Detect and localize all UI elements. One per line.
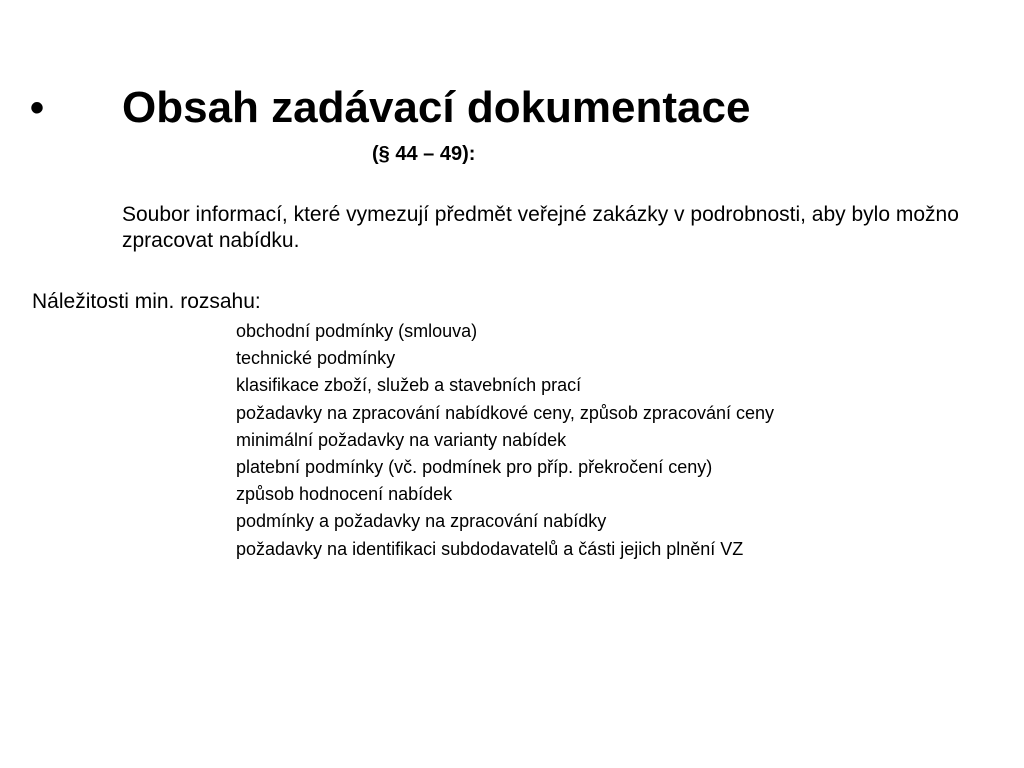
requirements-heading: Náležitosti min. rozsahu:	[32, 290, 261, 313]
list-item: požadavky na zpracování nabídkové ceny, způsob zpracování ceny	[236, 402, 774, 423]
list-item: podmínky a požadavky na zpracování nabídky	[236, 511, 607, 532]
list-item: minimální požadavky na varianty nabídek	[236, 429, 567, 450]
slide-title: Obsah zadávací dokumentace	[122, 83, 751, 132]
definition-text: Soubor informací, které vymezují předmět veřejné zakázky v podrobnosti, aby bylo možno zpracovat nabídku.	[122, 203, 959, 252]
title-bullet: •	[30, 86, 45, 130]
list-item: technické podmínky	[236, 348, 396, 369]
requirements-list	[236, 318, 774, 563]
list-item: platební podmínky (vč. podmínek pro příp. překročení ceny)	[236, 457, 713, 478]
list-item: obchodní podmínky (smlouva)	[236, 321, 478, 341]
list-item: klasifikace zboží, služeb a stavebních prací	[236, 375, 582, 396]
list-item: způsob hodnocení nabídek	[236, 484, 453, 505]
list-item: požadavky na identifikaci subdodavatelů a části jejich plnění VZ	[236, 538, 744, 559]
law-reference: (§ 44 – 49):	[372, 143, 476, 165]
